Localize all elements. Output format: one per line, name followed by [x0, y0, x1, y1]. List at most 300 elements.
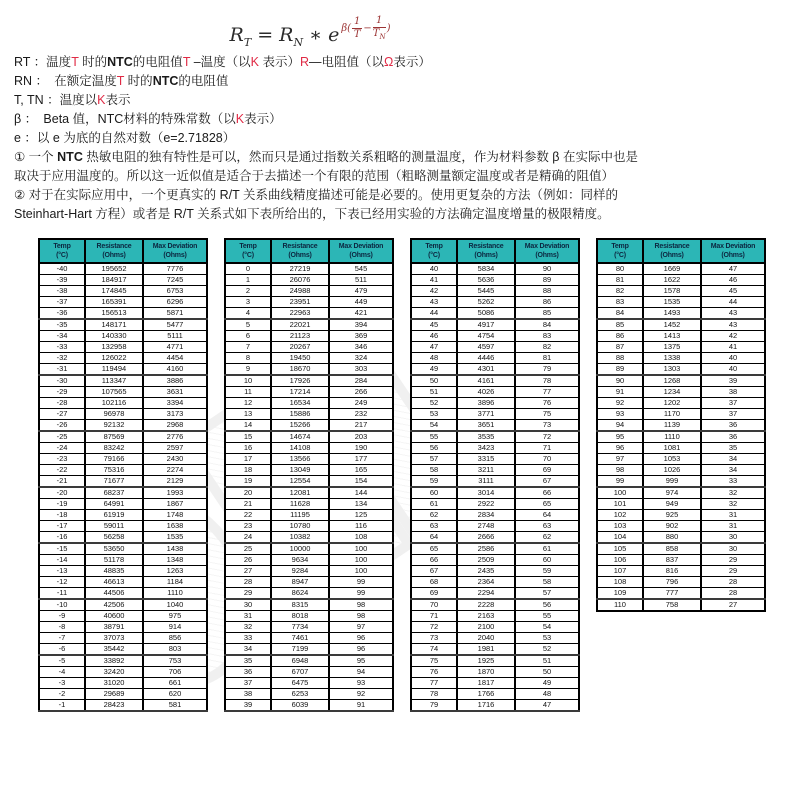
temp-cell: 24	[225, 531, 271, 543]
table-row	[225, 520, 393, 531]
temp-cell: 62	[411, 509, 457, 520]
table-row	[39, 655, 207, 667]
temp-cell: 18	[225, 464, 271, 475]
deviation-cell: 76	[515, 397, 579, 408]
deviation-cell: 545	[329, 263, 393, 275]
deviation-cell: 99	[329, 587, 393, 599]
resistance-cell: 1375	[643, 341, 701, 352]
deviation-cell: 5111	[143, 330, 207, 341]
temp-cell: 96	[597, 442, 643, 453]
temp-cell: 89	[597, 363, 643, 375]
resistance-cell: 1303	[643, 363, 701, 375]
table-row	[39, 397, 207, 408]
resistance-cell: 33892	[85, 655, 143, 667]
table-row	[597, 397, 765, 408]
resistance-cell: 132958	[85, 341, 143, 352]
deviation-cell: 60	[515, 554, 579, 565]
resistance-cell: 1053	[643, 453, 701, 464]
deviation-cell: 40	[701, 363, 765, 375]
temp-cell: -5	[39, 655, 85, 667]
resistance-cell: 75316	[85, 464, 143, 475]
formula-part: ∗	[303, 24, 329, 46]
temp-cell: 50	[411, 375, 457, 387]
table-row	[39, 408, 207, 419]
table-row	[597, 464, 765, 475]
resistance-cell: 9284	[271, 565, 329, 576]
deviation-cell: 43	[701, 319, 765, 331]
temp-cell: 70	[411, 599, 457, 611]
table-row	[39, 632, 207, 643]
table-row	[225, 688, 393, 699]
resistance-cell: 1925	[457, 655, 515, 667]
resistance-cell: 96978	[85, 408, 143, 419]
formula-part: T	[372, 28, 380, 39]
temp-cell: 67	[411, 565, 457, 576]
resistance-cell: 51178	[85, 554, 143, 565]
temp-cell: 23	[225, 520, 271, 531]
temp-cell: 74	[411, 643, 457, 655]
resistance-cell: 107565	[85, 386, 143, 397]
resistance-cell: 148171	[85, 319, 143, 331]
temp-cell: -6	[39, 643, 85, 655]
column-header: Max Deviation (Ohms)	[329, 239, 393, 263]
deviation-cell: 100	[329, 565, 393, 576]
resistance-cell: 1026	[643, 464, 701, 475]
table-row	[597, 307, 765, 319]
resistance-cell: 24988	[271, 285, 329, 296]
deviation-cell: 1535	[143, 531, 207, 543]
text-segment: K	[250, 54, 260, 69]
text-segment: e ：以 e 为底的自然对数（e=2.71828）	[14, 130, 236, 145]
resistance-cell: 880	[643, 531, 701, 543]
deviation-cell: 73	[515, 419, 579, 431]
resistance-cell: 4597	[457, 341, 515, 352]
resistance-cell: 59011	[85, 520, 143, 531]
temp-cell: -27	[39, 408, 85, 419]
deviation-cell: 5871	[143, 307, 207, 319]
table-row	[39, 587, 207, 599]
deviation-cell: 57	[515, 587, 579, 599]
text-segment: 表示）	[259, 54, 300, 69]
deviation-cell: 3886	[143, 375, 207, 387]
temp-cell: 31	[225, 610, 271, 621]
deviation-cell: 4771	[143, 341, 207, 352]
resistance-cell: 23951	[271, 296, 329, 307]
table-row	[225, 475, 393, 487]
table-row	[225, 274, 393, 285]
temp-cell: -24	[39, 442, 85, 453]
text-segment: Steinhart-Hart 方程）或者是 R/T 关系式如下表所给出的，下表已经用实验的方法确定温度增量的极限精度。	[14, 206, 610, 221]
table-row	[39, 453, 207, 464]
deviation-cell: 154	[329, 475, 393, 487]
temp-cell: 16	[225, 442, 271, 453]
resistance-cell: 7461	[271, 632, 329, 643]
table-row	[411, 643, 579, 655]
resistance-cell: 925	[643, 509, 701, 520]
table-row	[597, 531, 765, 543]
resistance-cell: 31020	[85, 677, 143, 688]
table-row	[597, 319, 765, 331]
resistance-cell: 1535	[643, 296, 701, 307]
column-header: Resistance (Ohms)	[271, 239, 329, 263]
deviation-cell: 62	[515, 531, 579, 543]
deviation-cell: 98	[329, 610, 393, 621]
formula-part: e	[328, 24, 340, 46]
table-row	[597, 363, 765, 375]
deviation-cell: 44	[701, 296, 765, 307]
deviation-cell: 98	[329, 599, 393, 611]
deviation-cell: 33	[701, 475, 765, 487]
resistance-cell: 858	[643, 543, 701, 555]
temp-cell: 91	[597, 386, 643, 397]
fraction	[373, 16, 386, 41]
deviation-cell: 303	[329, 363, 393, 375]
column-header: Resistance (Ohms)	[457, 239, 515, 263]
temp-cell: 45	[411, 319, 457, 331]
resistance-cell: 11628	[271, 498, 329, 509]
resistance-cell: 56258	[85, 531, 143, 543]
definitions-block	[14, 53, 772, 224]
deviation-cell: 58	[515, 576, 579, 587]
resistance-cell: 2163	[457, 610, 515, 621]
resistance-cell: 1268	[643, 375, 701, 387]
temp-cell: -14	[39, 554, 85, 565]
resistance-cell: 9634	[271, 554, 329, 565]
temp-cell: 80	[597, 263, 643, 275]
text-segment: 表示	[105, 92, 131, 107]
resistance-cell: 27219	[271, 263, 329, 275]
text-segment: 的电阻值	[178, 73, 229, 88]
table-row	[411, 520, 579, 531]
deviation-cell: 6296	[143, 296, 207, 307]
temp-cell: 87	[597, 341, 643, 352]
text-segment: ① 一个	[14, 149, 58, 164]
deviation-cell: 581	[143, 699, 207, 711]
resistance-cell: 35442	[85, 643, 143, 655]
table-row	[597, 274, 765, 285]
deviation-cell: 64	[515, 509, 579, 520]
temp-cell: 93	[597, 408, 643, 419]
table-row	[39, 307, 207, 319]
temp-cell: 5	[225, 319, 271, 331]
deviation-cell: 93	[329, 677, 393, 688]
temp-cell: 30	[225, 599, 271, 611]
deviation-cell: 94	[329, 666, 393, 677]
header-row	[411, 239, 579, 263]
deviation-cell: 37	[701, 397, 765, 408]
deviation-cell: 54	[515, 621, 579, 632]
formula-part: T	[353, 29, 361, 40]
resistance-cell: 195652	[85, 263, 143, 275]
resistance-cell: 1338	[643, 352, 701, 363]
table-row	[225, 632, 393, 643]
resistance-cell: 7734	[271, 621, 329, 632]
deviation-cell: 753	[143, 655, 207, 667]
text-segment: T, TN ：温度以	[14, 92, 98, 107]
rt-table-80-to-110	[596, 238, 766, 612]
table-row	[411, 543, 579, 555]
resistance-cell: 796	[643, 576, 701, 587]
deviation-cell: 1638	[143, 520, 207, 531]
deviation-cell: 1040	[143, 599, 207, 611]
table-row	[411, 319, 579, 331]
resistance-cell: 19450	[271, 352, 329, 363]
resistance-cell: 2228	[457, 599, 515, 611]
temp-cell: 110	[597, 599, 643, 611]
resistance-cell: 48835	[85, 565, 143, 576]
deviation-cell: 3631	[143, 386, 207, 397]
deviation-cell: 91	[329, 699, 393, 711]
temp-cell: 49	[411, 363, 457, 375]
deviation-cell: 165	[329, 464, 393, 475]
column-header: Max Deviation (Ohms)	[515, 239, 579, 263]
table-row	[225, 408, 393, 419]
definition-t-tn	[14, 91, 772, 110]
deviation-cell: 77	[515, 386, 579, 397]
table-row	[411, 655, 579, 667]
temp-cell: 22	[225, 509, 271, 520]
deviation-cell: 144	[329, 487, 393, 499]
text-segment: T	[116, 73, 125, 88]
table-row	[411, 576, 579, 587]
temp-cell: 8	[225, 352, 271, 363]
resistance-cell: 2509	[457, 554, 515, 565]
table-row	[225, 319, 393, 331]
resistance-cell: 5086	[457, 307, 515, 319]
resistance-cell: 174845	[85, 285, 143, 296]
table-row	[225, 363, 393, 375]
table-row	[411, 453, 579, 464]
resistance-cell: 949	[643, 498, 701, 509]
table-row	[225, 543, 393, 555]
resistance-cell: 29689	[85, 688, 143, 699]
deviation-cell: 39	[701, 375, 765, 387]
deviation-cell: 56	[515, 599, 579, 611]
table-row	[39, 341, 207, 352]
temp-cell: 56	[411, 442, 457, 453]
note-2-line-2	[14, 205, 772, 224]
deviation-cell: 66	[515, 487, 579, 499]
temp-cell: 88	[597, 352, 643, 363]
resistance-cell: 1110	[643, 431, 701, 443]
table-row	[225, 341, 393, 352]
resistance-cell: 1870	[457, 666, 515, 677]
resistance-cell: 22963	[271, 307, 329, 319]
deviation-cell: 59	[515, 565, 579, 576]
resistance-cell: 18670	[271, 363, 329, 375]
temp-cell: 33	[225, 632, 271, 643]
temp-cell: -1	[39, 699, 85, 711]
deviation-cell: 346	[329, 341, 393, 352]
resistance-cell: 6475	[271, 677, 329, 688]
resistance-cell: 102116	[85, 397, 143, 408]
text-segment: 取决于应用温度的。所以这一近似值是适合于去描述一个有限的范围（粗略测量额定温度或者是精确的阻值）	[14, 168, 615, 183]
resistance-table	[38, 238, 208, 712]
header-row	[39, 239, 207, 263]
deviation-cell: 856	[143, 632, 207, 643]
resistance-cell: 2666	[457, 531, 515, 543]
deviation-cell: 217	[329, 419, 393, 431]
resistance-cell: 6948	[271, 655, 329, 667]
temp-cell: 42	[411, 285, 457, 296]
table-row	[411, 475, 579, 487]
temp-cell: 41	[411, 274, 457, 285]
temp-cell: 83	[597, 296, 643, 307]
resistance-cell: 1413	[643, 330, 701, 341]
table-row	[597, 330, 765, 341]
text-segment: β ： Beta 值，NTC材料的特殊常数（以	[14, 111, 236, 126]
deviation-cell: 3173	[143, 408, 207, 419]
table-row	[411, 274, 579, 285]
temp-cell: -22	[39, 464, 85, 475]
resistance-cell: 20267	[271, 341, 329, 352]
resistance-cell: 12081	[271, 487, 329, 499]
table-row	[411, 285, 579, 296]
deviation-cell: 28	[701, 576, 765, 587]
deviation-cell: 81	[515, 352, 579, 363]
resistance-cell: 2586	[457, 543, 515, 555]
deviation-cell: 42	[701, 330, 765, 341]
deviation-cell: 1184	[143, 576, 207, 587]
temp-cell: 36	[225, 666, 271, 677]
table-row	[411, 419, 579, 431]
formula-part: R	[279, 24, 294, 46]
deviation-cell: 7245	[143, 274, 207, 285]
temp-cell: -34	[39, 330, 85, 341]
resistance-cell: 6707	[271, 666, 329, 677]
resistance-cell: 119494	[85, 363, 143, 375]
text-segment: NTC	[107, 54, 133, 69]
deviation-cell: 449	[329, 296, 393, 307]
temp-cell: 27	[225, 565, 271, 576]
table-row	[225, 643, 393, 655]
resistance-cell: 1669	[643, 263, 701, 275]
resistance-cell: 3423	[457, 442, 515, 453]
text-segment: NTC	[57, 149, 83, 164]
table-row	[225, 442, 393, 453]
formula-exponent	[341, 16, 390, 41]
definition-e	[14, 129, 772, 148]
table-row	[411, 375, 579, 387]
deviation-cell: 2968	[143, 419, 207, 431]
deviation-cell: 421	[329, 307, 393, 319]
header-row	[225, 239, 393, 263]
table-row	[597, 565, 765, 576]
resistance-cell: 6253	[271, 688, 329, 699]
deviation-cell: 45	[701, 285, 765, 296]
resistance-cell: 26076	[271, 274, 329, 285]
temp-cell: 58	[411, 464, 457, 475]
resistance-cell: 113347	[85, 375, 143, 387]
resistance-cell: 10000	[271, 543, 329, 555]
temp-cell: -33	[39, 341, 85, 352]
temp-cell: 53	[411, 408, 457, 419]
temp-cell: 52	[411, 397, 457, 408]
deviation-cell: 36	[701, 419, 765, 431]
temp-cell: -3	[39, 677, 85, 688]
temp-cell: 106	[597, 554, 643, 565]
text-segment: Ω	[384, 54, 394, 69]
deviation-cell: 32	[701, 487, 765, 499]
temp-cell: 54	[411, 419, 457, 431]
deviation-cell: 706	[143, 666, 207, 677]
temp-cell: -12	[39, 576, 85, 587]
resistance-cell: 21123	[271, 330, 329, 341]
table-row	[411, 531, 579, 543]
table-row	[411, 610, 579, 621]
temp-cell: 19	[225, 475, 271, 487]
deviation-cell: 69	[515, 464, 579, 475]
temp-cell: 51	[411, 386, 457, 397]
deviation-cell: 369	[329, 330, 393, 341]
resistance-cell: 10382	[271, 531, 329, 543]
table-row	[411, 498, 579, 509]
temp-cell: 84	[597, 307, 643, 319]
temp-cell: 97	[597, 453, 643, 464]
definition-beta	[14, 110, 772, 129]
resistance-cell: 17214	[271, 386, 329, 397]
resistance-cell: 156513	[85, 307, 143, 319]
temp-cell: 79	[411, 699, 457, 711]
temp-cell: 25	[225, 543, 271, 555]
text-segment: 时的	[124, 73, 153, 88]
text-segment: K	[235, 111, 245, 126]
text-segment: T	[71, 54, 79, 69]
resistance-cell: 12554	[271, 475, 329, 487]
deviation-cell: 31	[701, 520, 765, 531]
temp-cell: 7	[225, 341, 271, 352]
deviation-cell: 2776	[143, 431, 207, 443]
temp-cell: -30	[39, 375, 85, 387]
deviation-cell: 134	[329, 498, 393, 509]
resistance-cell: 3315	[457, 453, 515, 464]
temp-cell: 82	[597, 285, 643, 296]
temp-cell: 64	[411, 531, 457, 543]
deviation-cell: 96	[329, 632, 393, 643]
table-row	[39, 419, 207, 431]
table-row	[39, 520, 207, 531]
temp-cell: -32	[39, 352, 85, 363]
deviation-cell: 100	[329, 543, 393, 555]
resistance-cell: 4754	[457, 330, 515, 341]
deviation-cell: 85	[515, 307, 579, 319]
text-segment: –温度（以	[190, 54, 251, 69]
deviation-cell: 67	[515, 475, 579, 487]
temp-cell: 47	[411, 341, 457, 352]
temp-cell: 37	[225, 677, 271, 688]
resistance-cell: 2435	[457, 565, 515, 576]
resistance-cell: 126022	[85, 352, 143, 363]
table-row	[225, 666, 393, 677]
resistance-cell: 8947	[271, 576, 329, 587]
table-row	[411, 632, 579, 643]
table-row	[597, 587, 765, 599]
table-row	[39, 487, 207, 499]
table-row	[39, 688, 207, 699]
temp-cell: 108	[597, 576, 643, 587]
temp-cell: 57	[411, 453, 457, 464]
deviation-cell: 72	[515, 431, 579, 443]
rt-table-40-to-79	[410, 238, 580, 712]
deviation-cell: 5477	[143, 319, 207, 331]
temp-cell: -40	[39, 263, 85, 275]
note-2-line-1	[14, 186, 772, 205]
resistance-table	[596, 238, 766, 612]
table-row	[411, 509, 579, 520]
deviation-cell: 28	[701, 587, 765, 599]
deviation-cell: 47	[701, 263, 765, 275]
deviation-cell: 52	[515, 643, 579, 655]
